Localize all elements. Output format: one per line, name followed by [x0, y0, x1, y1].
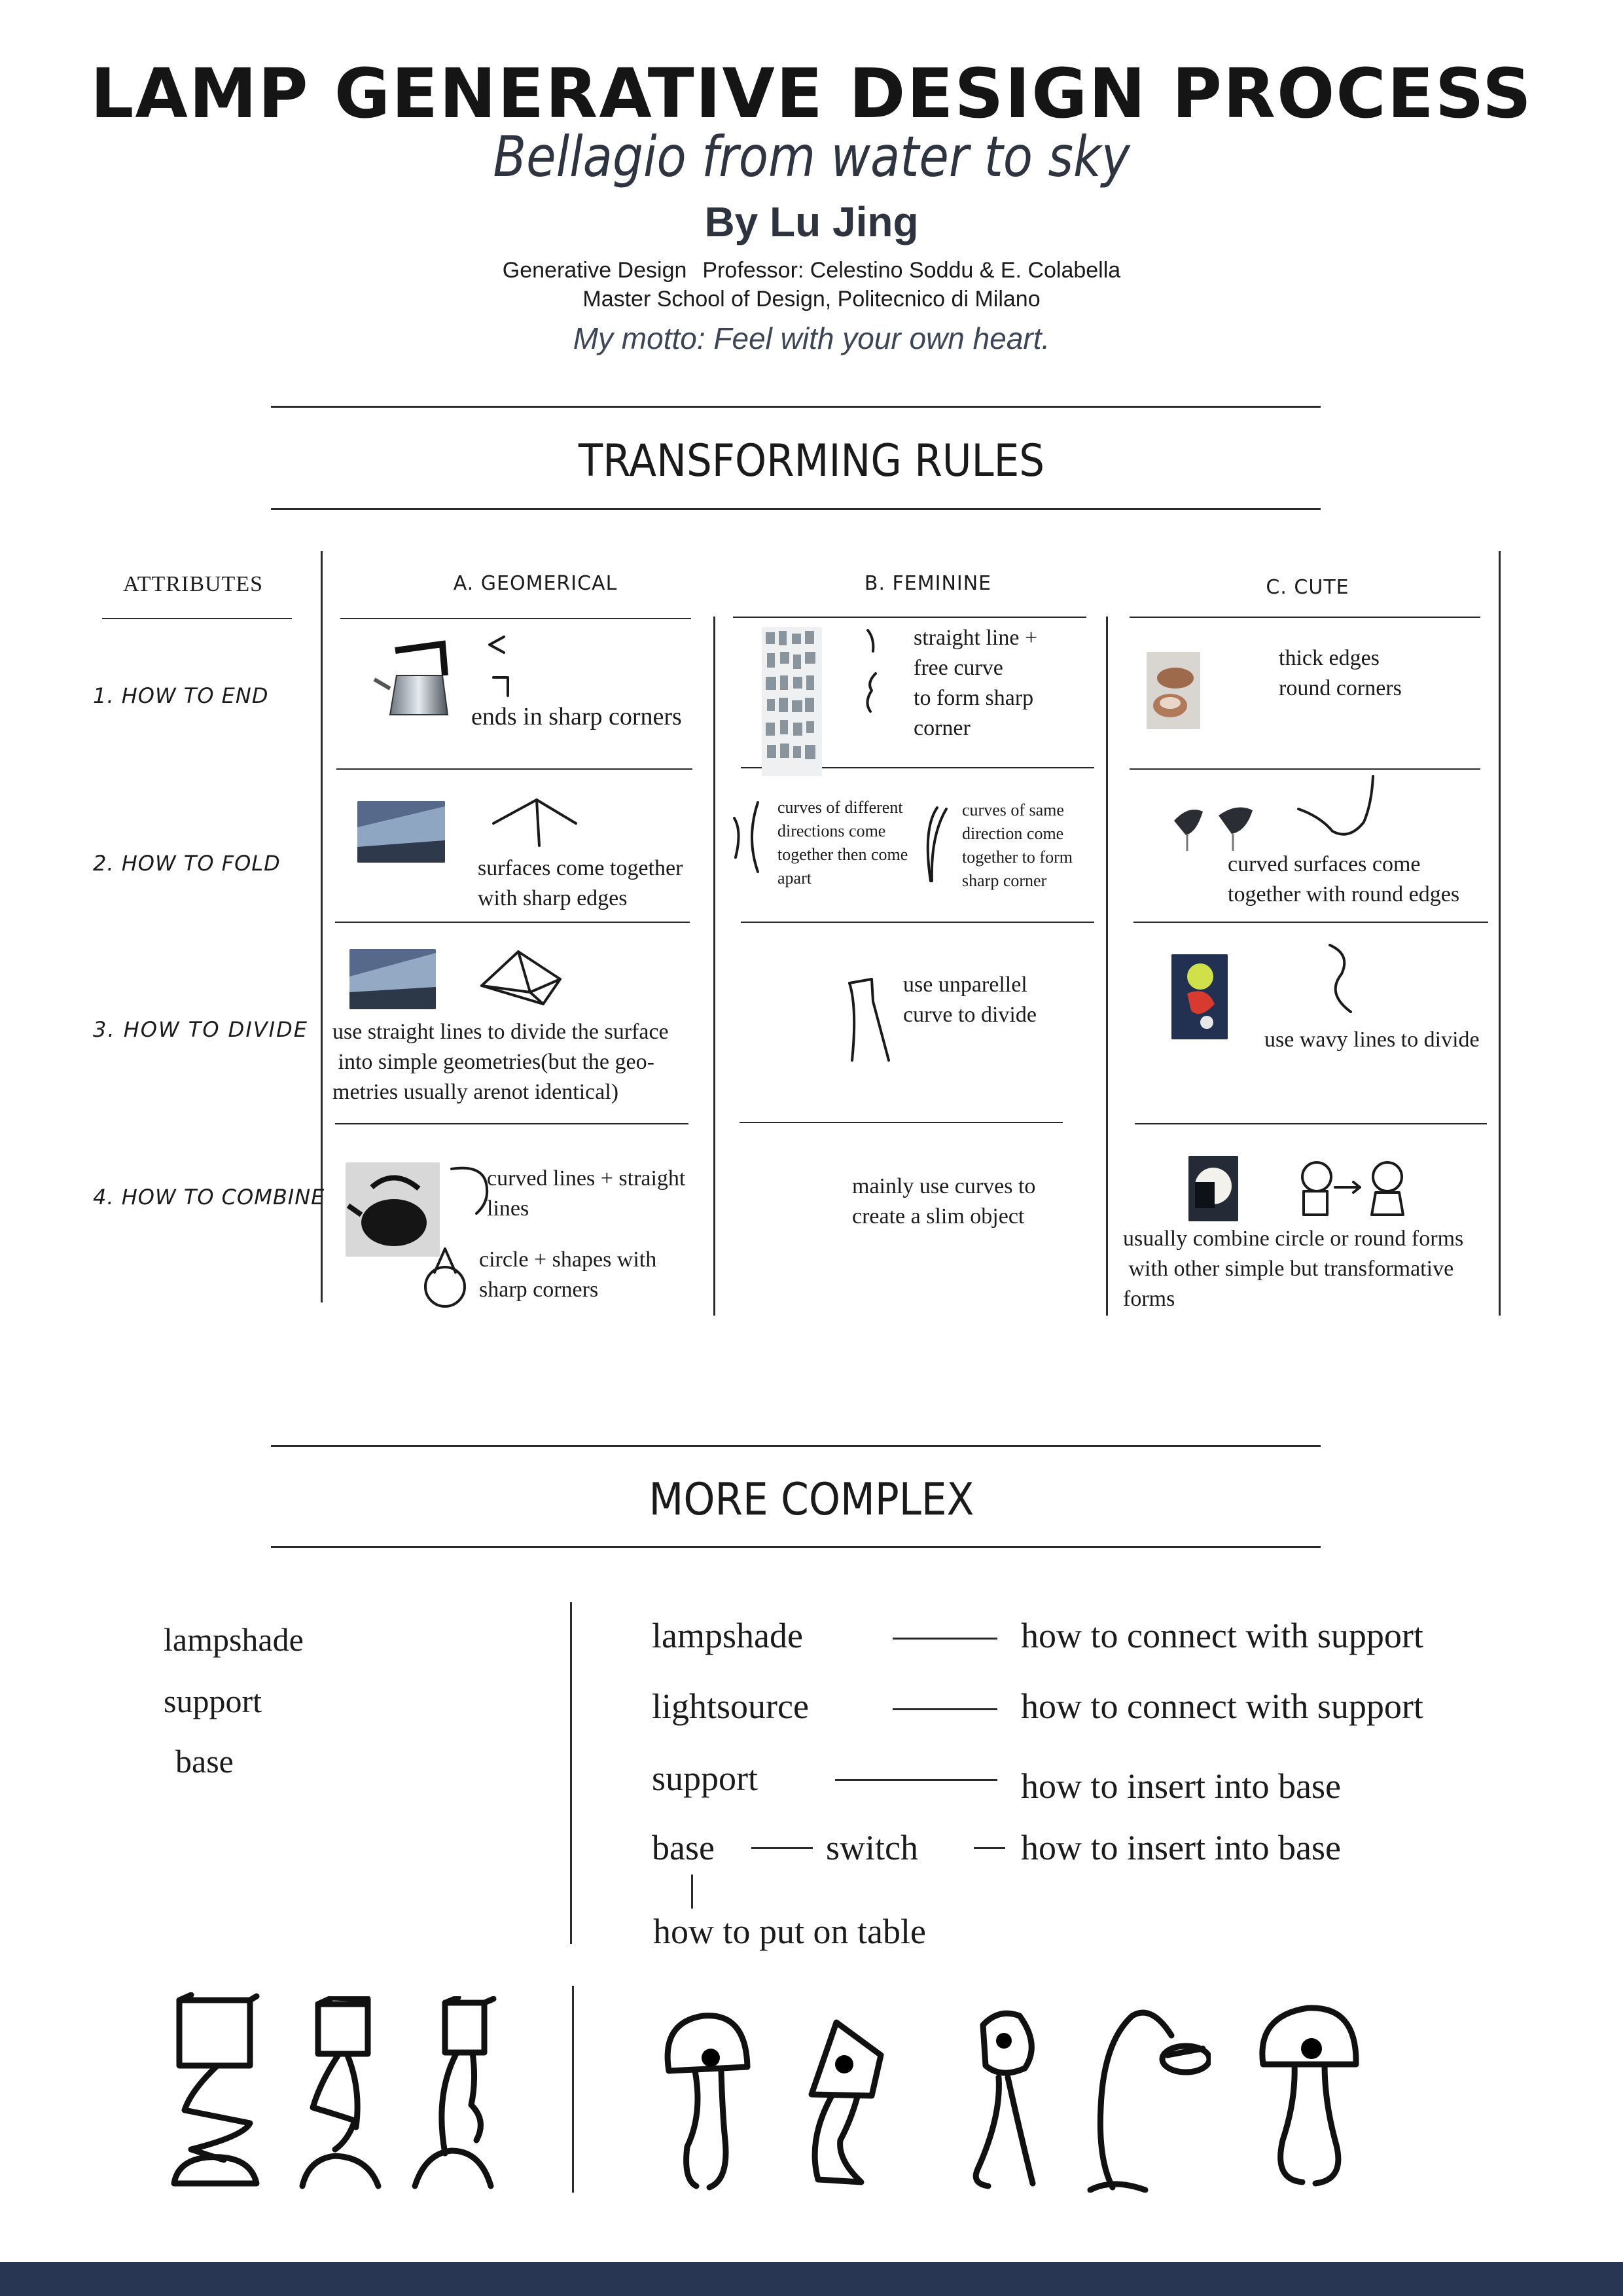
divider — [271, 1445, 1321, 1447]
chairs-photo — [1169, 801, 1267, 853]
colorful-object-photo — [1171, 954, 1228, 1039]
table-divider — [1499, 551, 1501, 1316]
header-underline — [733, 617, 1086, 618]
relation-mid-3: switch — [826, 1828, 918, 1867]
cell-a1-text: ends in sharp corners — [471, 703, 682, 730]
row-separator — [336, 768, 692, 770]
relation-connector — [974, 1847, 1005, 1849]
page-subtitle: Bellagio from water to sky — [493, 124, 1130, 190]
row-separator — [335, 1123, 688, 1124]
column-header-cute: C. CUTE — [1266, 576, 1349, 599]
unparallel-curve-sketch — [843, 975, 895, 1067]
table-note: how to put on table — [653, 1912, 926, 1951]
line-curve-sketch — [857, 625, 883, 717]
relation-part-0: lampshade — [652, 1616, 803, 1655]
sharp-corner-sketch — [484, 632, 517, 704]
relation-part-3: base — [652, 1828, 715, 1867]
column-header-feminine: B. FEMININE — [864, 572, 992, 595]
cell-c4-text: usually combine circle or round forms with other simple but transformative forms — [1123, 1227, 1464, 1311]
lamp-sketch-4 — [657, 2003, 755, 2193]
lamp-sketch-7 — [1086, 2003, 1211, 2193]
row-separator — [740, 1122, 1063, 1123]
lamp-sketch-3 — [408, 1996, 500, 2193]
column-header-geometrical: A. GEOMERICAL — [453, 572, 618, 595]
convergent-curves-sketch — [918, 802, 950, 888]
cell-b2-left-text: curves of different directions come together then come apart — [777, 798, 908, 888]
row-separator — [1135, 1123, 1487, 1124]
row-header-divide: 3. HOW TO DIVIDE — [93, 1017, 308, 1042]
geometry-sketch — [478, 946, 567, 1009]
row-separator — [1133, 922, 1488, 923]
divider — [271, 508, 1321, 510]
professor-name: Professor: Celestino Soddu & E. Colabella — [702, 258, 1121, 283]
attributes-header: ATTRIBUTES — [123, 572, 263, 596]
complex-divider — [570, 1602, 572, 1944]
bowls-photo — [1147, 652, 1200, 729]
lamp-sketch-6 — [962, 2005, 1047, 2195]
cell-b2-right-text: curves of same direction come together to form sharp corner — [962, 800, 1073, 890]
lamp-sketch-1 — [165, 1992, 270, 2189]
circle-triangle-sketch — [419, 1245, 471, 1310]
lamp-sketch-5 — [798, 2009, 890, 2193]
divergent-curves-sketch — [728, 798, 764, 877]
table-divider — [1106, 617, 1108, 1316]
cell-c1-text: thick edges round corners — [1279, 646, 1402, 700]
round-fold-sketch — [1294, 771, 1380, 843]
collage-photo — [762, 627, 822, 776]
footer-band — [0, 2262, 1623, 2296]
round-lamp-photo — [1188, 1156, 1238, 1221]
header-underline — [102, 618, 292, 619]
divider — [271, 406, 1321, 408]
relation-connector — [835, 1779, 997, 1781]
relation-action-1: how to connect with support — [1021, 1687, 1423, 1726]
row-separator — [335, 922, 690, 923]
header-underline — [1130, 617, 1480, 618]
part-support: support — [164, 1683, 262, 1719]
school-line: Master School of Design, Politecnico di Milano — [582, 287, 1041, 312]
black-kettle-photo — [346, 1162, 440, 1257]
page-title: LAMP GENERATIVE DESIGN PROCESS — [90, 54, 1533, 134]
cell-b4-text: mainly use curves to create a slim object — [852, 1174, 1036, 1229]
lamp-sketch-2 — [296, 1996, 387, 2193]
row-header-end: 1. HOW TO END — [93, 683, 269, 708]
part-lampshade: lampshade — [164, 1621, 304, 1658]
section-title-complex: MORE COMPLEX — [649, 1474, 974, 1526]
cell-b3-text: use unparellel curve to divide — [903, 973, 1037, 1027]
header-underline — [340, 618, 691, 619]
circle-transform-sketch — [1297, 1161, 1408, 1217]
building-photo-2 — [349, 949, 436, 1009]
motto: My motto: Feel with your own heart. — [573, 321, 1050, 355]
course-line — [0, 258, 1623, 283]
relation-connector — [691, 1874, 693, 1909]
cell-a2-text: surfaces come together with sharp edges — [478, 856, 683, 910]
row-header-combine: 4. HOW TO COMBINE — [93, 1185, 325, 1210]
cell-c3-text: use wavy lines to divide — [1264, 1028, 1480, 1052]
relation-connector — [893, 1708, 997, 1710]
building-photo — [357, 801, 445, 863]
relation-connector — [751, 1847, 813, 1849]
row-separator — [1130, 768, 1480, 770]
course-name: Generative Design — [502, 258, 687, 283]
table-divider — [713, 617, 715, 1316]
section-title-rules: TRANSFORMING RULES — [578, 435, 1045, 487]
lamp-sketch-8 — [1257, 1996, 1361, 2193]
relation-connector — [893, 1638, 997, 1640]
cell-a4-top-text: curved lines + straight lines — [487, 1166, 686, 1221]
relation-part-1: lightsource — [652, 1687, 809, 1726]
cell-b1-text: straight line + free curve to form sharp corner — [914, 626, 1038, 740]
relation-action-0: how to connect with support — [1021, 1616, 1423, 1655]
relation-part-2: support — [652, 1759, 758, 1798]
relation-action-3: how to insert into base — [1021, 1828, 1341, 1867]
row-header-fold: 2. HOW TO FOLD — [93, 851, 281, 876]
author-line: By Lu Jing — [704, 198, 919, 245]
kettle-photo — [370, 630, 469, 728]
cell-c2-text: curved surfaces come together with round edges — [1228, 852, 1460, 906]
wavy-line-sketch — [1322, 940, 1361, 1018]
cell-a3-text: use straight lines to divide the surface into simple geometries(but the geo- metries usually arenot identical) — [332, 1020, 669, 1104]
cell-a4-bottom-text: circle + shapes with sharp corners — [479, 1247, 657, 1302]
divider — [271, 1546, 1321, 1548]
fold-sketch — [490, 792, 581, 851]
sketch-divider — [572, 1986, 574, 2193]
row-separator — [741, 922, 1094, 923]
part-base: base — [175, 1743, 234, 1780]
relation-action-2: how to insert into base — [1021, 1767, 1341, 1806]
